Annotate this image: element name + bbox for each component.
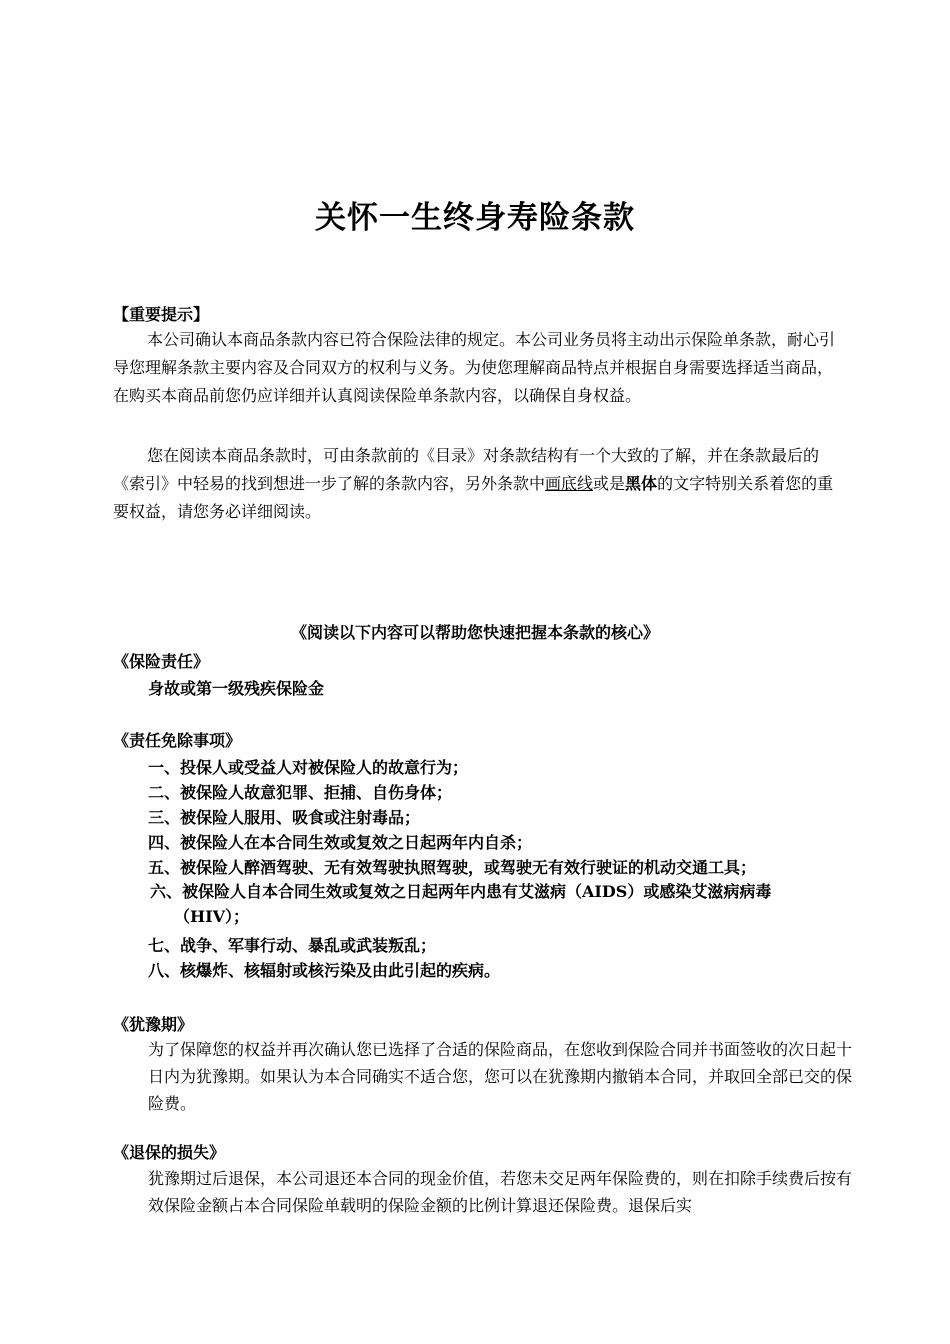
exclusions-heading: 《责任免除事项》 (113, 731, 242, 750)
document-title: 关怀一生终身寿险条款 (315, 200, 635, 236)
notice-paragraph-1: 本公司确认本商品条款内容已符合保险法律的规定。本公司业务员将主动出示保险单条款，耐心引导您理解条款主要内容及合同双方的权利与义务。为使您理解商品特点并根据自身需要选择适当商品，在购买本商品前您仍应详细并认真阅读保险单条款内容，以确保自身权益。 (113, 330, 836, 405)
bold-example: 黑体 (625, 474, 658, 493)
exclusion-item-6-line-2: （HIV）； (174, 907, 250, 926)
exclusion-item-2: 二、被保险人故意犯罪、拒捕、自伤身体； (148, 783, 453, 802)
exclusion-item-3: 三、被保险人服用、吸食或注射毒品； (148, 808, 421, 827)
exclusion-item-6-line-1: 六、被保险人自本合同生效或复效之日起两年内患有艾滋病（AIDS）或感染艾滋病病毒 (150, 882, 772, 901)
notice-paragraph-2 (113, 442, 843, 526)
underline-example: 画底线 (545, 474, 594, 493)
surrender-heading: 《退保的损失》 (113, 1143, 226, 1162)
cooling-text: 为了保障您的权益并再次确认您已选择了合适的保险商品，在您收到保险合同并书面签收的次日起十日内为犹豫期。如果认为本合同确实不适合您，您可以在犹豫期内撤销本合同，并取回全部已交的保险费。 (148, 1040, 853, 1113)
exclusion-item-4: 四、被保险人在本合同生效或复效之日起两年内自杀； (148, 833, 533, 852)
core-heading: 《阅读以下内容可以帮助您快速把握本条款的核心》 (290, 623, 659, 642)
exclusion-item-1: 一、投保人或受益人对被保险人的故意行为； (148, 758, 469, 777)
exclusion-item-8: 八、核爆炸、核辐射或核污染及由此引起的疾病。 (148, 961, 501, 980)
liability-item: 身故或第一级残疾保险金 (148, 679, 325, 698)
notice-paragraph-2-text-a: 您在阅读本商品条款时，可由条款前的《目录》对条款结构有一个大致的了解，并在条款最后的《索引》中轻易的找到想进一步了解的条款内容，另外条款中 (113, 446, 820, 493)
exclusion-item-5: 五、被保险人醉酒驾驶、无有效驾驶执照驾驶，或驾驶无有效行驶证的机动交通工具； (148, 858, 757, 877)
exclusion-item-7: 七、战争、军事行动、暴乱或武装叛乱； (148, 936, 437, 955)
liability-heading: 《保险责任》 (113, 652, 210, 671)
cooling-heading: 《犹豫期》 (113, 1015, 194, 1034)
surrender-text: 犹豫期过后退保，本公司退还本合同的现金价值，若您未交足两年保险费的，则在扣除手续费后按有效保险金额占本合同保险单载明的保险金额的比例计算退还保险费。退保后实 (148, 1169, 853, 1215)
notice-paragraph-2-text-b: 或是 (593, 474, 626, 493)
exclusion-item-6 (150, 879, 850, 929)
notice-paragraph-2-text-c: 的文字特别关系着您的重要权益，请您务必详细阅读。 (113, 474, 834, 521)
notice-heading: 【重要提示】 (113, 305, 210, 324)
